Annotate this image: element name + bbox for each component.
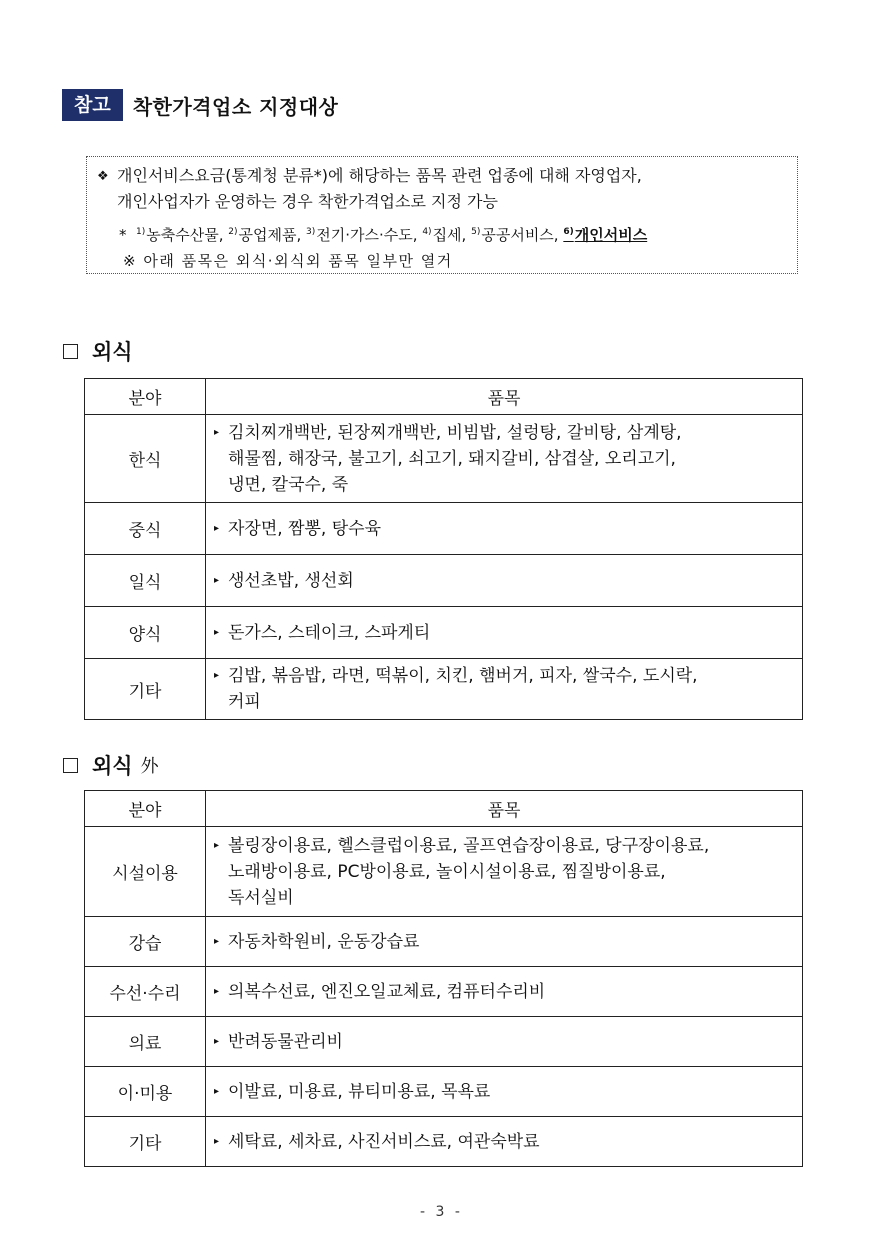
- items-cell: [206, 827, 803, 917]
- items-cell: [206, 659, 803, 720]
- item-line: 노래방이용료, PC방이용료, 놀이시설이용료, 찜질방이용료,: [228, 861, 666, 882]
- table-row: [85, 1117, 803, 1167]
- table-row: [85, 503, 803, 555]
- table-row: [85, 607, 803, 659]
- item-line: 김치찌개백반, 된장찌개백반, 비빔밥, 설렁탕, 갈비탕, 삼계탕,: [228, 422, 682, 443]
- footnote-number: 4): [422, 227, 432, 237]
- category-cell: 중식: [85, 503, 206, 555]
- footnote-number: 1): [136, 227, 146, 237]
- items-cell: [206, 503, 803, 555]
- header-field: 분야: [85, 791, 206, 827]
- dining-table: [84, 378, 803, 720]
- table-row: [85, 1067, 803, 1117]
- section-heading-dining: [63, 336, 133, 366]
- triangle-bullet-icon: ▸: [214, 839, 220, 851]
- items-cell: [206, 1117, 803, 1167]
- triangle-bullet-icon: ▸: [214, 670, 220, 681]
- category-cell: 한식: [85, 415, 206, 503]
- triangle-bullet-icon: ▸: [214, 1135, 220, 1147]
- category-cell: 기타: [85, 659, 206, 720]
- item-line: 독서실비: [228, 887, 294, 908]
- category-cell: 기타: [85, 1117, 206, 1167]
- item-line: 김밥, 볶음밥, 라면, 떡볶이, 치킨, 햄버거, 피자, 쌀국수, 도시락,: [228, 666, 698, 686]
- item-line: 커피: [228, 692, 261, 712]
- section-label: 외식: [92, 754, 133, 778]
- reference-badge: 참고: [62, 89, 123, 121]
- table-row: [85, 659, 803, 720]
- triangle-bullet-icon: ▸: [214, 574, 220, 586]
- triangle-bullet-icon: ▸: [214, 935, 220, 947]
- item-line: 의복수선료, 엔진오일교체료, 컴퓨터수리비: [228, 981, 546, 1002]
- item-line: 이발료, 미용료, 뷰티미용료, 목욕료: [228, 1081, 491, 1102]
- triangle-bullet-icon: ▸: [214, 985, 220, 997]
- items-cell: [206, 917, 803, 967]
- triangle-bullet-icon: ▸: [214, 1035, 220, 1047]
- header-items: 품목: [206, 791, 803, 827]
- items-cell: [206, 555, 803, 607]
- category-cell: 강습: [85, 917, 206, 967]
- table-row: [85, 827, 803, 917]
- category-cell: 시설이용: [85, 827, 206, 917]
- footnote-bold-number: 6): [563, 227, 574, 237]
- table-row: [85, 967, 803, 1017]
- table-row: [85, 555, 803, 607]
- triangle-bullet-icon: ▸: [214, 626, 220, 638]
- item-line: 해물찜, 해장국, 불고기, 쇠고기, 돼지갈비, 삼겹살, 오리고기,: [228, 448, 676, 469]
- non-dining-table: [84, 790, 803, 1167]
- category-cell: 이·미용: [85, 1067, 206, 1117]
- items-cell: [206, 1067, 803, 1117]
- notice-box: [86, 156, 798, 274]
- section-label: 외식: [92, 340, 133, 364]
- category-cell: 양식: [85, 607, 206, 659]
- triangle-bullet-icon: ▸: [214, 522, 220, 534]
- notice-line-1: 개인서비스요금(통계청 분류*)에 해당하는 품목 관련 업종에 대해 자영업자,: [117, 166, 642, 185]
- items-cell: [206, 967, 803, 1017]
- footnote: [119, 219, 787, 248]
- item-line: 세탁료, 세차료, 사진서비스료, 여관숙박료: [228, 1131, 540, 1152]
- page-number: - 3 -: [420, 1204, 463, 1220]
- triangle-bullet-icon: ▸: [214, 1085, 220, 1097]
- note-text: ※ 아래 품목은 외식·외식외 품목 일부만 열거: [123, 252, 453, 270]
- items-cell: [206, 607, 803, 659]
- header-field: 분야: [85, 379, 206, 415]
- item-line: 생선초밥, 생선회: [228, 570, 354, 591]
- item-line: 자동차학원비, 운동강습료: [228, 931, 420, 952]
- table-row: [85, 917, 803, 967]
- item-line: 볼링장이용료, 헬스클럽이용료, 골프연습장이용료, 당구장이용료,: [228, 835, 710, 856]
- item-line: 자장면, 짬뽕, 탕수육: [228, 518, 381, 539]
- triangle-bullet-icon: ▸: [214, 426, 220, 438]
- items-cell: [206, 1017, 803, 1067]
- header-items: 품목: [206, 379, 803, 415]
- category-cell: 의료: [85, 1017, 206, 1067]
- footnote-number: 2): [228, 227, 238, 237]
- item-line: 돈가스, 스테이크, 스파게티: [228, 622, 431, 643]
- category-cell: 수선·수리: [85, 967, 206, 1017]
- checkbox-icon: [63, 758, 78, 773]
- notice-line-2: 개인사업자가 운영하는 경우 착한가격업소로 지정 가능: [117, 192, 498, 211]
- title-text: 착한가격업소 지정대상: [132, 94, 339, 119]
- section-suffix: 外: [140, 756, 159, 777]
- items-cell: [206, 415, 803, 503]
- footnote-item: 공공서비스,: [481, 226, 564, 244]
- category-cell: 일식: [85, 555, 206, 607]
- footnote-item: 농축수산물,: [146, 226, 229, 244]
- footnote-bold-text: 개인서비스: [574, 226, 648, 244]
- footnote-item: 공업제품,: [238, 226, 307, 244]
- footnote-item: 전기·가스·수도,: [316, 226, 423, 244]
- table-row: [85, 415, 803, 503]
- footnote-number: 3): [306, 227, 316, 237]
- page-title: [62, 88, 338, 122]
- section-heading-non-dining: [63, 750, 159, 780]
- footnote-number: 5): [471, 227, 481, 237]
- checkbox-icon: [63, 344, 78, 359]
- footnote-star: *: [119, 226, 127, 244]
- table-row: [85, 1017, 803, 1067]
- diamond-bullet-icon: ❖: [97, 169, 109, 184]
- footnote-item: 집세,: [432, 226, 472, 244]
- item-line: 반려동물관리비: [228, 1031, 343, 1052]
- item-line: 냉면, 칼국수, 죽: [228, 474, 349, 495]
